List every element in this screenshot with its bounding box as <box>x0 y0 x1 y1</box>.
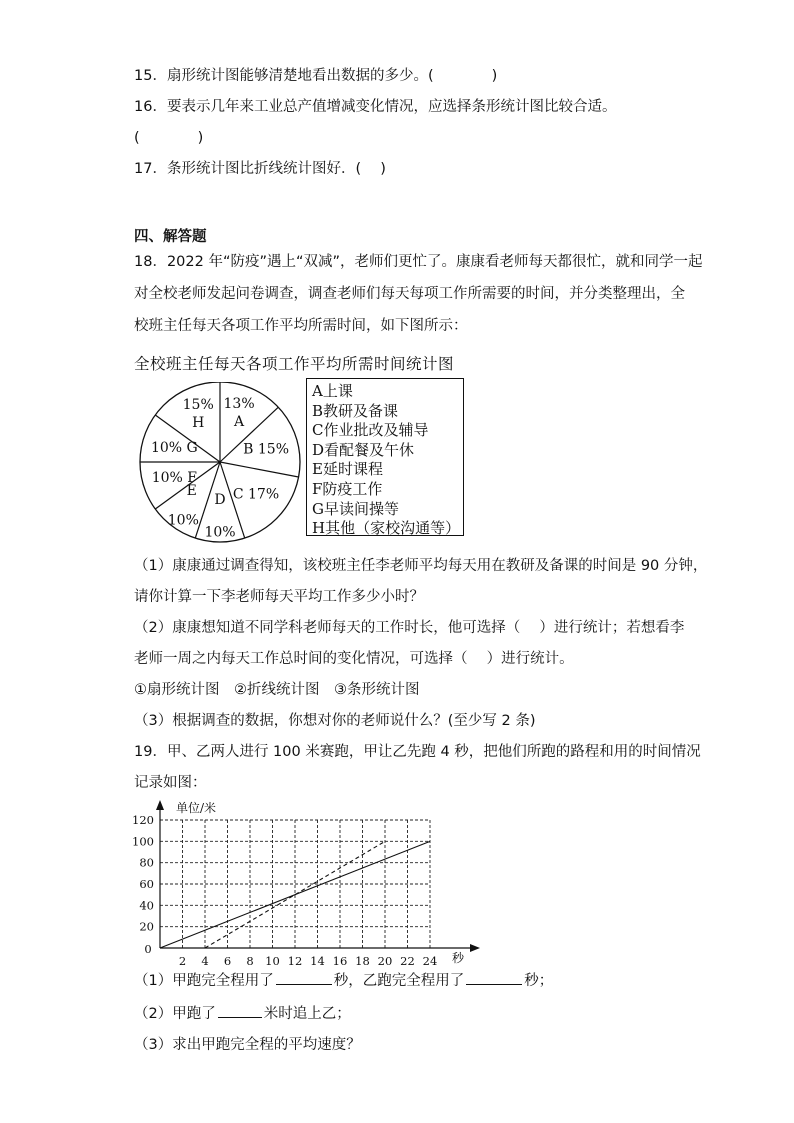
q19-part-2-text-b: 米时追上乙； <box>263 1006 351 1022</box>
pie-label-f: 10% F <box>151 469 197 486</box>
q19-part-2-text-a: （2）甲跑了 <box>134 1006 216 1022</box>
pie-value-h: 15% <box>182 397 214 414</box>
legend-item-g: G早读间操等 <box>312 499 399 518</box>
legend-item-d: D看配餐及午休 <box>312 440 415 459</box>
x-tick-label-8: 8 <box>246 954 254 968</box>
question-18-part-2: （2）康康想知道不同学科老师每天的工作时长，他可选择（ ）进行统计；若想看李 <box>134 620 685 636</box>
y-tick-label-20: 20 <box>139 919 154 934</box>
origin-label: 0 <box>144 942 152 956</box>
question-18-line-3: 校班主任每天各项工作平均所需时间，如下图所示： <box>134 318 468 334</box>
question-16-bracket: ( ) <box>134 130 204 146</box>
question-18-line-1: 18．2022 年“防疫”遇上“双减”，老师们更忙了。康康看老师每天都很忙，就和同学一起 <box>134 254 703 270</box>
pie-chart <box>132 382 308 558</box>
question-18-part-1-cont: 请你计算一下李老师每天平均工作多少小时？ <box>134 589 424 605</box>
pie-value-d: 10% <box>204 524 236 541</box>
answer-blank-2[interactable] <box>466 970 522 985</box>
pie-chart-title: 全校班主任每天各项工作平均所需时间统计图 <box>134 355 455 373</box>
x-tick-label-10: 10 <box>265 954 280 968</box>
question-19-part-3: （3）求出甲跑完全程的平均速度？ <box>134 1037 361 1053</box>
question-19-line-2: 记录如图： <box>134 775 207 791</box>
y-axis-label: 单位/米 <box>176 801 217 815</box>
question-19-part-2 <box>134 1003 351 1024</box>
x-tick-label-14: 14 <box>310 954 325 968</box>
x-tick-label-16: 16 <box>332 954 348 968</box>
pie-label-g: 10% G <box>150 440 198 457</box>
pie-legend <box>306 378 464 536</box>
question-18-part-1: （1）康康通过调查得知，该校班主任李老师平均每天用在教研及备课的时间是 90 分钟， <box>134 558 708 574</box>
pie-label-d: D <box>214 492 226 508</box>
x-tick-label-2: 2 <box>178 954 187 968</box>
y-axis-arrow <box>156 800 164 810</box>
y-tick-label-60: 60 <box>139 877 154 891</box>
y-tick-label-120: 120 <box>132 813 154 827</box>
question-18-part-3: （3）根据调查的数据，你想对你的老师说什么？(至少写 2 条) <box>134 713 536 729</box>
x-tick-label-22: 22 <box>400 954 415 968</box>
legend-item-c: C作业批改及辅导 <box>312 421 429 440</box>
legend-item-e: E延时课程 <box>312 460 383 479</box>
x-tick-label-24: 24 <box>422 954 438 968</box>
pie-value-a: 13% <box>223 395 255 412</box>
y-tick-label-100: 100 <box>132 834 154 849</box>
question-15: 15．扇形统计图能够清楚地看出数据的多少。( ) <box>134 68 498 84</box>
question-16: 16．要表示几年来工业总产值增减变化情况，应选择条形统计图比较合适。 <box>134 99 617 115</box>
answer-blank-1[interactable] <box>276 970 332 985</box>
question-19-part-1 <box>134 970 553 991</box>
question-19-line-1: 19．甲、乙两人进行 100 米赛跑，甲让乙先跑 4 秒，把他们所跑的路程和用的时间情况 <box>134 744 701 760</box>
pie-label-h: H <box>192 415 205 432</box>
y-tick-label-80: 80 <box>139 855 154 870</box>
x-tick-label-6: 6 <box>223 954 232 968</box>
x-tick-label-18: 18 <box>355 954 370 968</box>
q19-part-1-text-a: （1）甲跑完全程用了 <box>134 973 274 989</box>
section-heading: 四、解答题 <box>134 229 207 245</box>
legend-item-a: A上课 <box>312 382 353 400</box>
q19-part-1-text-c: 秒； <box>524 973 554 989</box>
x-tick-label-4: 4 <box>201 954 209 968</box>
pie-label-b: B 15% <box>243 441 290 458</box>
pie-label-e: E <box>186 482 197 499</box>
pie-value-e: 10% <box>167 512 199 529</box>
x-axis-arrow <box>470 944 480 952</box>
question-18-line-2: 对全校老师发起问卷调查，调查老师们每天每项工作所需要的时间，并分类整理出，全 <box>134 286 685 302</box>
pie-label-a: A <box>234 413 245 430</box>
answer-blank-3[interactable] <box>218 1003 262 1018</box>
x-tick-label-20: 20 <box>377 954 393 968</box>
q19-part-1-text-b: 秒，乙跑完全程用了 <box>333 973 465 989</box>
legend-item-h: H其他（家校沟通等） <box>312 519 461 538</box>
line-chart <box>126 798 486 970</box>
pie-label-c: C 17% <box>232 486 280 503</box>
question-18-options: ①扇形统计图 ②折线统计图 ③条形统计图 <box>134 682 420 698</box>
legend-item-f: F防疫工作 <box>312 479 383 498</box>
question-17: 17．条形统计图比折线统计图好．( ) <box>134 161 386 177</box>
legend-item-b: B教研及备课 <box>312 401 399 420</box>
x-axis-label: 秒 <box>451 951 465 965</box>
x-tick-label-12: 12 <box>287 954 303 968</box>
y-tick-label-40: 40 <box>139 898 154 913</box>
question-18-part-2-cont: 老师一周之内每天工作总时间的变化情况，可选择（ ）进行统计。 <box>134 651 574 667</box>
